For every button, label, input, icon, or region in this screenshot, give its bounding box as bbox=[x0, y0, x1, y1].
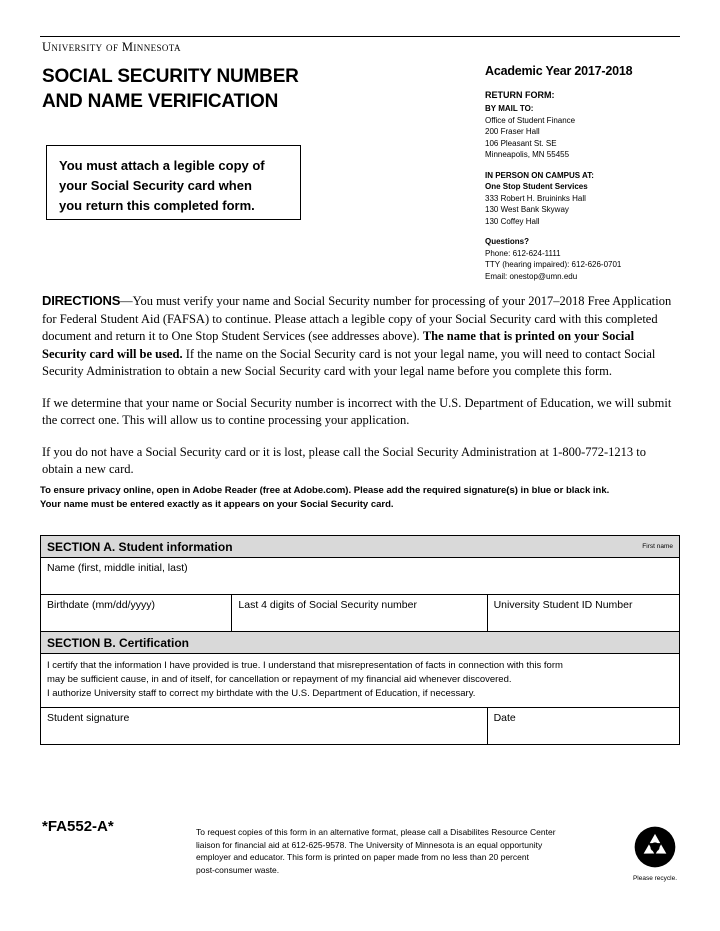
footer-note-line2: liaison for financial aid at 612-625-9578. The University of Minnesota is an equal opportunity bbox=[196, 839, 543, 850]
return-form-heading: RETURN FORM: bbox=[485, 89, 555, 100]
directions-p1-b: If the name on the Social Security card is not your legal name, you will need to contact Social Security Administration to obtain a new Social Security card with your legal name before you complete this form. bbox=[42, 346, 656, 378]
name-field-label: Name (first, middle initial, last) bbox=[47, 562, 188, 574]
form-fields-table bbox=[40, 535, 680, 745]
directions-p1-a: —You must verify your name and Social Security number for processing of your 2017–2018 Free Application for Federal Student Aid (FAFSA) to continue. Please attach a legible copy of your Social Security card with this completed document and return it to One Stop Student Services (see addresses above). bbox=[42, 294, 672, 343]
signature-row bbox=[41, 708, 679, 744]
questions-tty: TTY (hearing impaired): 612-626-0701 bbox=[485, 260, 622, 269]
privacy-note-line2: Your name must be entered exactly as it appears on your Social Security card. bbox=[40, 499, 394, 510]
attach-notice-line3: you return this completed form. bbox=[59, 198, 255, 213]
in-person-org: One Stop Student Services bbox=[485, 182, 588, 191]
certification-line-3: I authorize University staff to correct my birthdate with the U.S. Department of Education, if necessary. bbox=[47, 688, 476, 699]
footer-note bbox=[196, 826, 616, 876]
questions-block bbox=[485, 236, 685, 282]
signature-date-field[interactable] bbox=[488, 708, 679, 744]
ssn-last4-label: Last 4 digits of Social Security number bbox=[238, 599, 417, 611]
directions-p1-bold: The name that is printed on your Social Security card will be used. bbox=[42, 329, 635, 361]
header-divider bbox=[40, 36, 680, 37]
questions-phone: Phone: 612-624-1111 bbox=[485, 248, 561, 258]
university-wordmark bbox=[42, 40, 181, 55]
section-a-first-name-hint: First name bbox=[642, 543, 673, 550]
footer-note-line1: To request copies of this form in an alternative format, please call a Disabilites Resource Center bbox=[196, 827, 556, 837]
student-id-label: University Student ID Number bbox=[493, 599, 633, 611]
recycle-icon bbox=[634, 826, 676, 868]
page-title-line1: SOCIAL SECURITY NUMBER bbox=[42, 66, 299, 87]
directions-section bbox=[42, 292, 680, 493]
footer-note-line4: post-consumer waste. bbox=[196, 864, 280, 875]
directions-paragraph-1 bbox=[42, 292, 680, 381]
birthdate-field[interactable] bbox=[41, 595, 232, 631]
by-mail-label: BY MAIL TO: bbox=[485, 104, 534, 113]
academic-year: Academic Year 2017-2018 bbox=[485, 64, 633, 78]
recycle-block bbox=[620, 826, 690, 882]
certification-statement bbox=[41, 654, 679, 708]
name-field[interactable] bbox=[41, 558, 679, 594]
section-a-heading-text: SECTION A. Student information bbox=[47, 540, 233, 554]
by-mail-line-2: 106 Pleasant St. SE bbox=[485, 138, 557, 148]
certification-line-2: may be sufficient cause, in and of itself, for cancellation or repayment of my financial aid whenever discovered. bbox=[47, 674, 512, 685]
page-title bbox=[42, 64, 462, 114]
in-person-line-0: 333 Robert H. Bruininks Hall bbox=[485, 193, 586, 203]
page-title-line2: AND NAME VERIFICATION bbox=[42, 91, 279, 112]
section-b-heading-text: SECTION B. Certification bbox=[47, 636, 190, 650]
attach-notice-line2: your Social Security card when bbox=[59, 178, 252, 193]
section-a-header bbox=[41, 536, 679, 558]
student-id-field[interactable] bbox=[488, 595, 679, 631]
form-code: *FA552-A* bbox=[42, 818, 114, 835]
university-name-text: University of Minnesota bbox=[42, 40, 181, 54]
questions-email: Email: onestop@umn.edu bbox=[485, 271, 578, 281]
in-person-block bbox=[485, 170, 685, 228]
by-mail-line-0: Office of Student Finance bbox=[485, 115, 576, 125]
privacy-note-line1: To ensure privacy online, open in Adobe Reader (free at Adobe.com). Please add the required signature(s) in blue or black ink. bbox=[40, 485, 610, 496]
by-mail-block bbox=[485, 103, 685, 161]
return-form-panel bbox=[485, 66, 685, 291]
by-mail-line-3: Minneapolis, MN 55455 bbox=[485, 150, 570, 159]
attach-notice-line1: You must attach a legible copy of bbox=[59, 158, 265, 173]
student-signature-field[interactable] bbox=[41, 708, 488, 744]
identity-row bbox=[41, 595, 679, 632]
directions-paragraph-3: If you do not have a Social Security card or it is lost, please call the Social Security Administration at 1-800-772-1213 to obtain a new card. bbox=[42, 444, 647, 476]
footer-note-line3: employer and educator. This form is printed on paper made from no less than 20 percent bbox=[196, 852, 529, 862]
ssn-last4-field[interactable] bbox=[232, 595, 487, 631]
section-b-header bbox=[41, 632, 679, 654]
privacy-note bbox=[40, 484, 640, 512]
by-mail-line-1: 200 Fraser Hall bbox=[485, 127, 540, 136]
in-person-label: IN PERSON ON CAMPUS AT: bbox=[485, 170, 594, 180]
in-person-line-2: 130 Coffey Hall bbox=[485, 216, 540, 226]
recycle-caption: Please recycle. bbox=[632, 875, 678, 882]
directions-paragraph-2: If we determine that your name or Social Security number is incorrect with the U.S. Department of Education, we will submit the correct one. This will allow us to contine processing your application. bbox=[42, 395, 672, 427]
certification-line-1: I certify that the information I have provided is true. I understand that misrepresentation of facts in connection with this form bbox=[47, 660, 563, 671]
questions-label: Questions? bbox=[485, 237, 530, 246]
attach-notice-box bbox=[46, 145, 301, 220]
birthdate-label: Birthdate (mm/dd/yyyy) bbox=[47, 599, 155, 611]
in-person-line-1: 130 West Bank Skyway bbox=[485, 205, 569, 214]
signature-date-label: Date bbox=[493, 712, 516, 724]
student-signature-label: Student signature bbox=[47, 712, 130, 724]
directions-label: DIRECTIONS bbox=[42, 293, 121, 308]
name-row bbox=[41, 558, 679, 595]
